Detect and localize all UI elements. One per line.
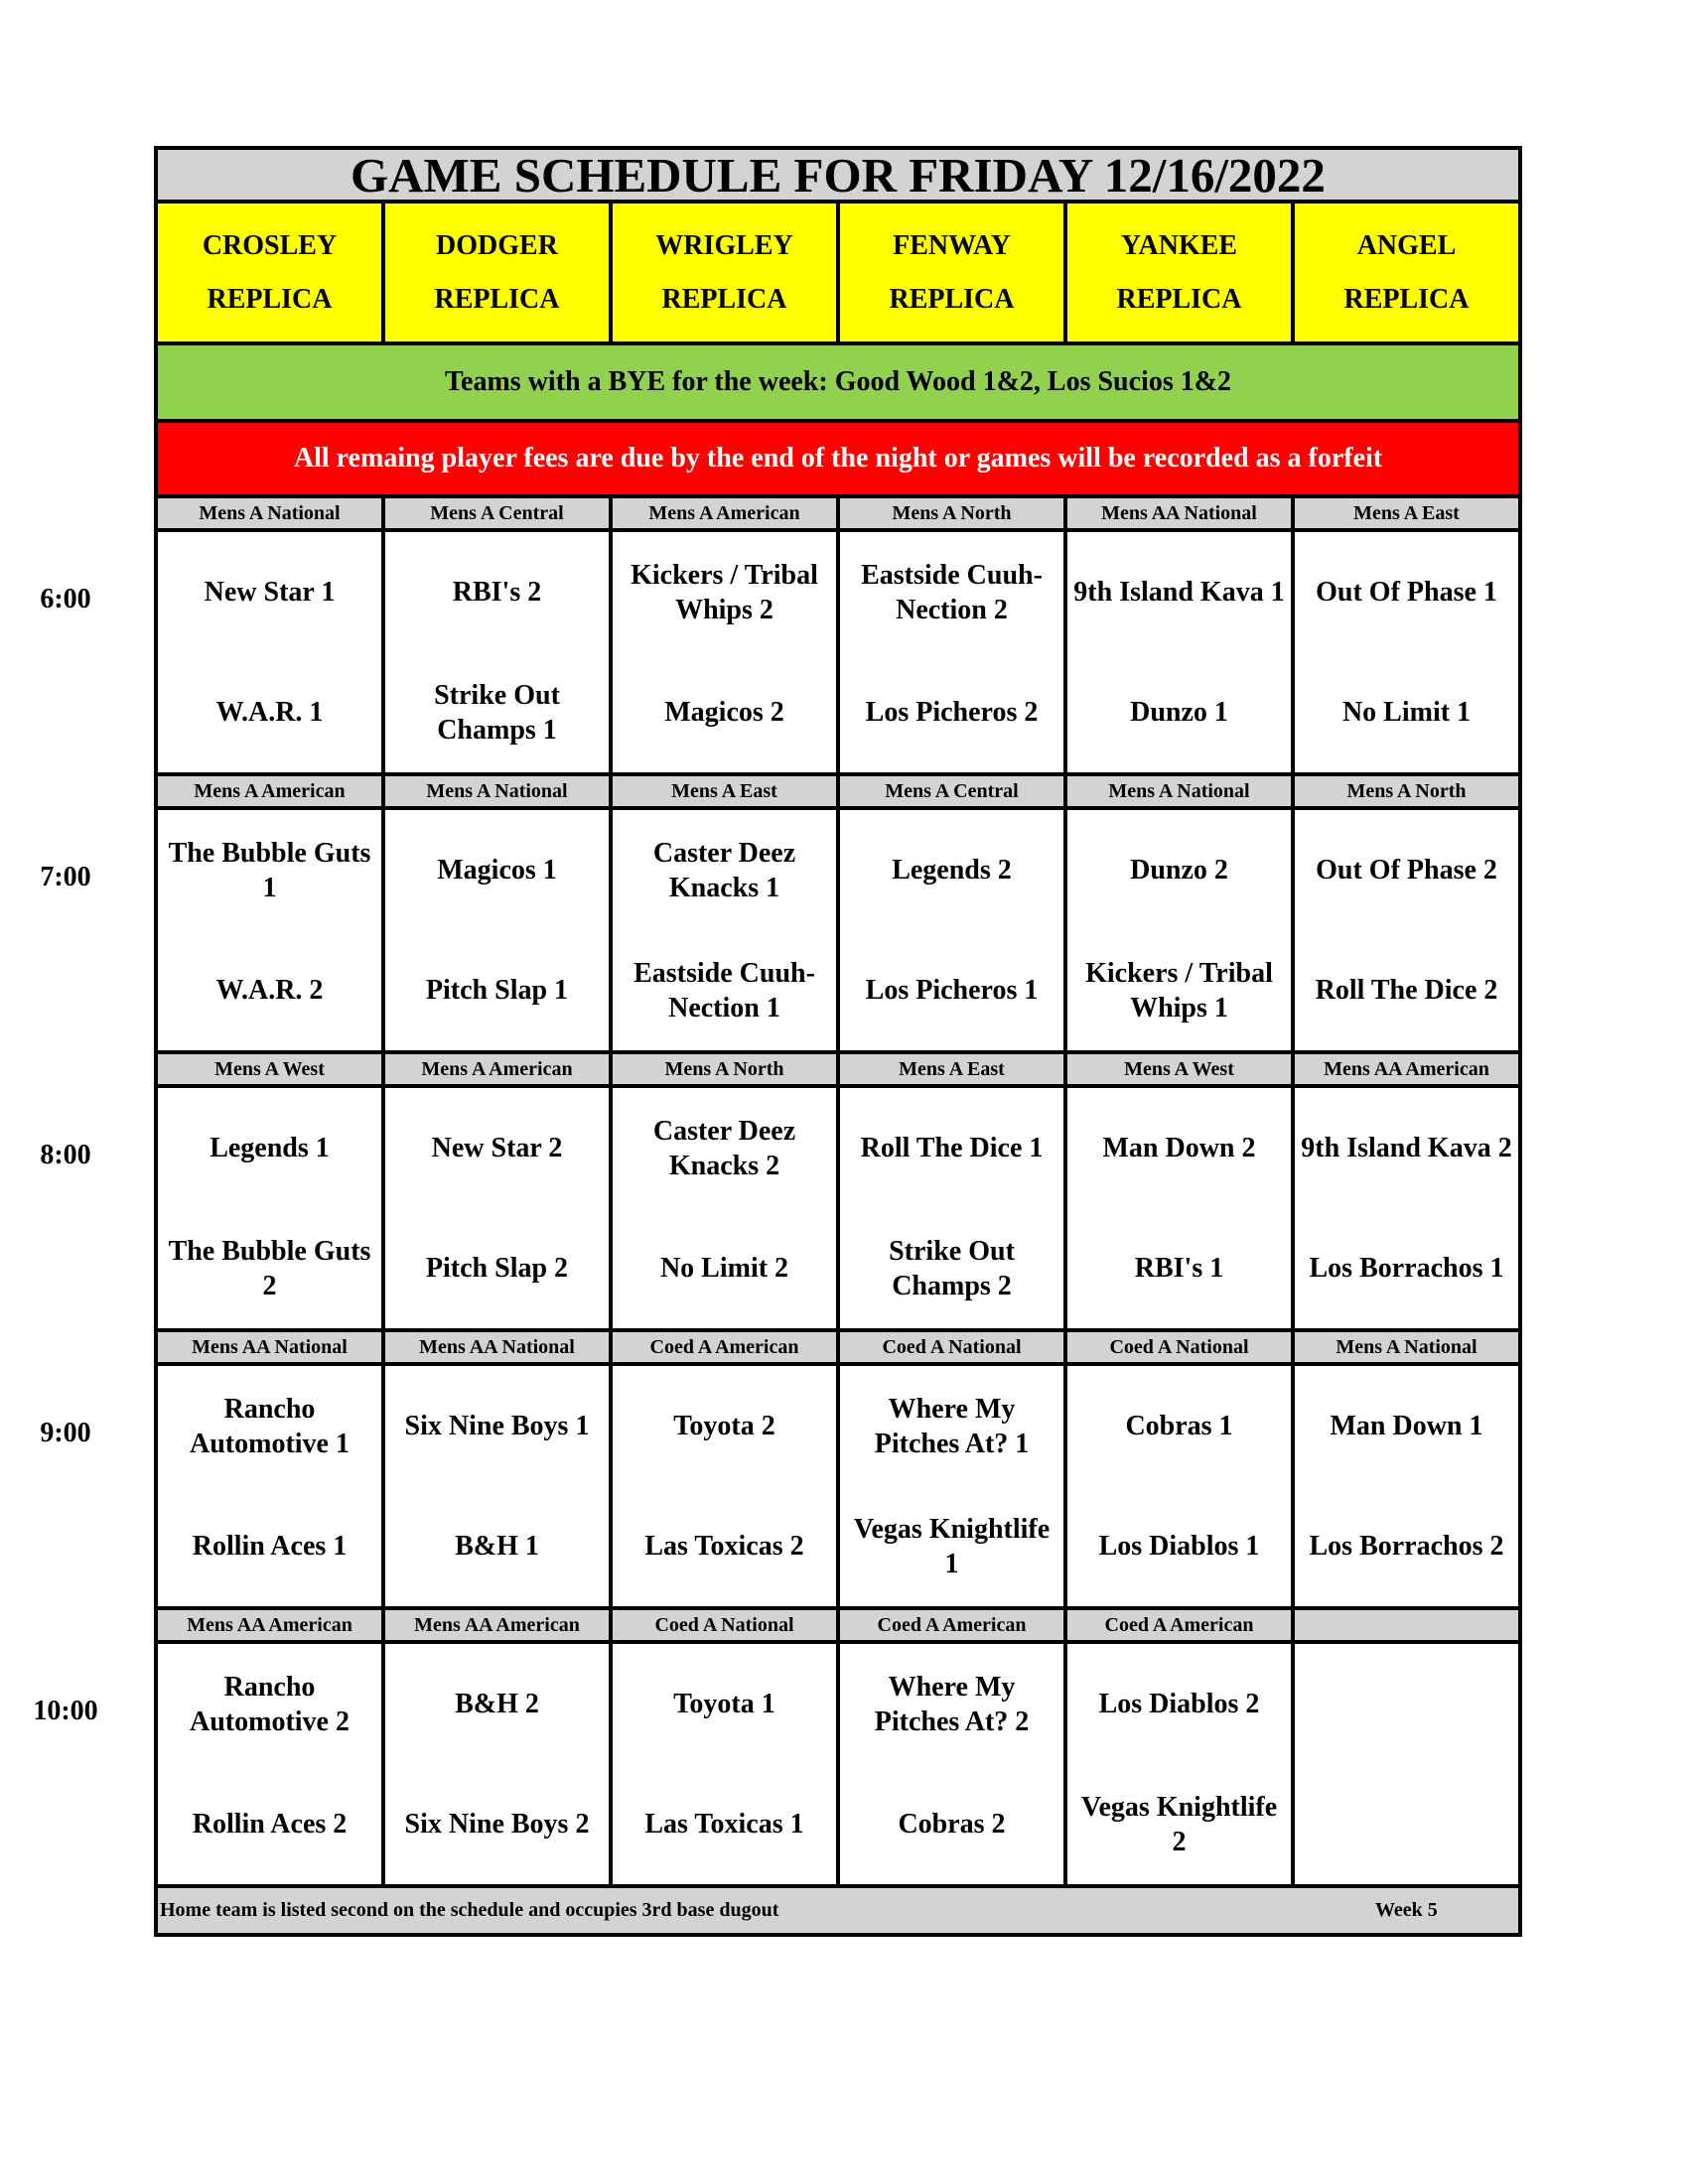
division-label: Mens AA American [158, 1610, 385, 1640]
division-label: Mens A West [158, 1054, 385, 1084]
game-row [158, 1366, 1518, 1610]
game-cell [1295, 532, 1518, 772]
home-team: Pitch Slap 1 [425, 975, 569, 1006]
division-label: Mens AA National [385, 1332, 613, 1362]
away-team: Legends 1 [210, 1133, 330, 1163]
field-subtitle: REPLICA [1343, 283, 1470, 315]
game-row [158, 810, 1518, 1054]
field-name: WRIGLEY [655, 229, 793, 261]
game-cell [840, 810, 1067, 1050]
field-subtitle: REPLICA [207, 283, 333, 315]
division-label: Mens A East [613, 776, 840, 806]
division-label: Coed A National [840, 1332, 1067, 1362]
division-label: Mens AA American [385, 1610, 613, 1640]
division-label: Mens A National [1295, 1332, 1518, 1362]
time-label: 7:00 [40, 862, 91, 892]
division-label: Mens A West [1067, 1054, 1295, 1084]
division-label: Mens AA National [158, 1332, 385, 1362]
division-label: Coed A American [613, 1332, 840, 1362]
division-label: Mens A American [385, 1054, 613, 1084]
division-label: Mens A Central [840, 776, 1067, 806]
division-row [158, 776, 1518, 810]
division-label: Mens A North [1295, 776, 1518, 806]
game-cell [1067, 1088, 1295, 1328]
game-cell [1067, 1366, 1295, 1606]
home-team: Los Picheros 1 [865, 975, 1039, 1006]
home-team: Las Toxicas 1 [644, 1809, 804, 1840]
time-label: 9:00 [40, 1418, 91, 1448]
field-header [158, 204, 385, 341]
away-team: B&H 2 [455, 1689, 539, 1719]
home-team: Six Nine Boys 2 [404, 1809, 590, 1840]
home-team: Rollin Aces 2 [192, 1809, 348, 1840]
field-header [385, 204, 613, 341]
week-label: Week 5 [1375, 1899, 1438, 1921]
home-team: Los Borrachos 2 [1309, 1531, 1504, 1562]
field-subtitle: REPLICA [661, 283, 787, 315]
bye-banner: Teams with a BYE for the week: Good Wood 1&2, Los Sucios 1&2 [158, 345, 1518, 423]
division-label: Coed A American [840, 1610, 1067, 1640]
division-label: Mens A Central [385, 498, 613, 528]
field-name: CROSLEY [202, 229, 338, 261]
game-cell [385, 1644, 613, 1884]
game-row [158, 1088, 1518, 1332]
division-label: Coed A American [1067, 1610, 1295, 1640]
away-team: Where My Pitches At? 1 [874, 1393, 1030, 1459]
field-header [1067, 204, 1295, 341]
home-team: Los Picheros 2 [865, 697, 1039, 728]
page-title: GAME SCHEDULE FOR FRIDAY 12/16/2022 [158, 150, 1518, 204]
away-team: The Bubble Guts 1 [168, 837, 371, 903]
away-team: Cobras 1 [1125, 1411, 1233, 1441]
division-row [158, 1332, 1518, 1366]
home-team: No Limit 1 [1341, 697, 1472, 728]
away-team: Toyota 1 [673, 1689, 775, 1719]
away-team: 9th Island Kava 2 [1301, 1133, 1512, 1163]
game-cell [1295, 1644, 1518, 1884]
game-cell [385, 1088, 613, 1328]
field-name: YANKEE [1120, 229, 1238, 261]
away-team: Los Diablos 2 [1098, 1689, 1260, 1719]
division-row [158, 1054, 1518, 1088]
division-row [158, 498, 1518, 532]
time-slot [33, 1610, 1518, 1888]
home-team: RBI's 1 [1134, 1253, 1224, 1284]
schedule-sheet [33, 146, 1522, 1937]
home-team-note: Home team is listed second on the schedule and occupies 3rd base dugout [160, 1899, 779, 1921]
game-cell [840, 1644, 1067, 1884]
time-label: 10:00 [33, 1696, 98, 1726]
game-cell [385, 532, 613, 772]
division-label: Coed A National [1067, 1332, 1295, 1362]
home-team: Eastside Cuuh-Nection 1 [633, 957, 815, 1024]
home-team: Pitch Slap 2 [425, 1253, 569, 1284]
game-cell [840, 1088, 1067, 1328]
division-label: Mens A National [158, 498, 385, 528]
home-team: Magicos 2 [664, 697, 784, 728]
home-team: Los Borrachos 1 [1309, 1253, 1504, 1284]
away-team: Man Down 2 [1102, 1133, 1256, 1163]
home-team: The Bubble Guts 2 [168, 1235, 371, 1301]
division-label: Mens A East [1295, 498, 1518, 528]
game-cell [158, 1366, 385, 1606]
field-header-row [158, 204, 1518, 345]
away-team: Kickers / Tribal Whips 2 [631, 559, 818, 625]
game-cell [613, 1366, 840, 1606]
away-team: RBI's 2 [452, 577, 542, 608]
home-team: Cobras 2 [898, 1809, 1006, 1840]
fees-banner: All remaing player fees are due by the end of the night or games will be recorded as a forfeit [158, 423, 1518, 498]
time-label: 6:00 [40, 584, 91, 614]
home-team: Dunzo 1 [1130, 697, 1228, 728]
away-team: Rancho Automotive 2 [190, 1671, 350, 1737]
game-row [158, 1644, 1518, 1888]
game-cell [613, 810, 840, 1050]
game-cell [840, 532, 1067, 772]
field-name: DODGER [436, 229, 558, 261]
away-team: 9th Island Kava 1 [1073, 577, 1285, 608]
away-team: Roll The Dice 1 [860, 1133, 1044, 1163]
home-team: B&H 1 [455, 1531, 539, 1562]
time-slot [40, 1332, 1518, 1610]
field-subtitle: REPLICA [1116, 283, 1242, 315]
field-header [613, 204, 840, 341]
game-row [158, 532, 1518, 776]
division-label: Mens A American [158, 776, 385, 806]
division-label: Mens A American [613, 498, 840, 528]
home-team: Rollin Aces 1 [192, 1531, 348, 1562]
time-label: 8:00 [40, 1140, 91, 1170]
home-team: W.A.R. 2 [215, 975, 324, 1006]
away-team: Out Of Phase 1 [1316, 577, 1497, 608]
division-label: Mens A North [840, 498, 1067, 528]
away-team: Dunzo 2 [1130, 855, 1228, 886]
game-cell [1295, 1366, 1518, 1606]
home-team: Kickers / Tribal Whips 1 [1085, 957, 1273, 1024]
home-team: Las Toxicas 2 [644, 1531, 804, 1562]
game-cell [385, 810, 613, 1050]
away-team: Toyota 2 [673, 1411, 775, 1441]
field-header [1295, 204, 1518, 341]
game-cell [158, 810, 385, 1050]
away-team: Where My Pitches At? 2 [874, 1671, 1030, 1737]
game-cell [1295, 1088, 1518, 1328]
away-team: Six Nine Boys 1 [404, 1411, 590, 1441]
field-subtitle: REPLICA [434, 283, 560, 315]
time-slot [40, 498, 1518, 776]
game-cell [1067, 532, 1295, 772]
game-cell [1067, 1644, 1295, 1884]
game-cell [613, 1644, 840, 1884]
away-team: Eastside Cuuh-Nection 2 [861, 559, 1043, 625]
field-name: FENWAY [893, 229, 1011, 261]
footer-bar [158, 1888, 1518, 1933]
division-row [158, 1610, 1518, 1644]
home-team: Vegas Knightlife 1 [853, 1513, 1051, 1579]
away-team [1295, 1644, 1518, 1764]
away-team: Magicos 1 [437, 855, 557, 886]
home-team: Strike Out Champs 2 [889, 1235, 1015, 1301]
game-cell [158, 1644, 385, 1884]
away-team: Legends 2 [892, 855, 1012, 886]
away-team: New Star 1 [204, 577, 336, 608]
division-label [1295, 1610, 1518, 1640]
division-label: Mens A East [840, 1054, 1067, 1084]
field-header [840, 204, 1067, 341]
game-cell [158, 1088, 385, 1328]
game-cell [613, 1088, 840, 1328]
division-label: Mens A North [613, 1054, 840, 1084]
game-cell [1067, 810, 1295, 1050]
division-label: Mens AA National [1067, 498, 1295, 528]
game-cell [385, 1366, 613, 1606]
home-team: Vegas Knightlife 2 [1080, 1791, 1278, 1857]
time-slot [40, 1054, 1518, 1332]
home-team: No Limit 2 [659, 1253, 789, 1284]
division-label: Mens A National [385, 776, 613, 806]
home-team: Roll The Dice 2 [1315, 975, 1498, 1006]
away-team: New Star 2 [431, 1133, 563, 1163]
away-team: Rancho Automotive 1 [190, 1393, 350, 1459]
division-label: Coed A National [613, 1610, 840, 1640]
field-name: ANGEL [1356, 229, 1457, 261]
away-team: Man Down 1 [1330, 1411, 1483, 1441]
field-subtitle: REPLICA [889, 283, 1015, 315]
division-label: Mens AA American [1295, 1054, 1518, 1084]
away-team: Caster Deez Knacks 2 [652, 1115, 796, 1181]
away-team: Caster Deez Knacks 1 [652, 837, 796, 903]
division-label: Mens A National [1067, 776, 1295, 806]
away-team: Out Of Phase 2 [1316, 855, 1497, 886]
game-cell [840, 1366, 1067, 1606]
home-team: Strike Out Champs 1 [434, 679, 560, 746]
home-team: Los Diablos 1 [1098, 1531, 1260, 1562]
game-cell [158, 532, 385, 772]
game-cell [613, 532, 840, 772]
time-slot [40, 776, 1518, 1054]
home-team: W.A.R. 1 [215, 697, 324, 728]
game-cell [1295, 810, 1518, 1050]
home-team [1295, 1764, 1518, 1884]
